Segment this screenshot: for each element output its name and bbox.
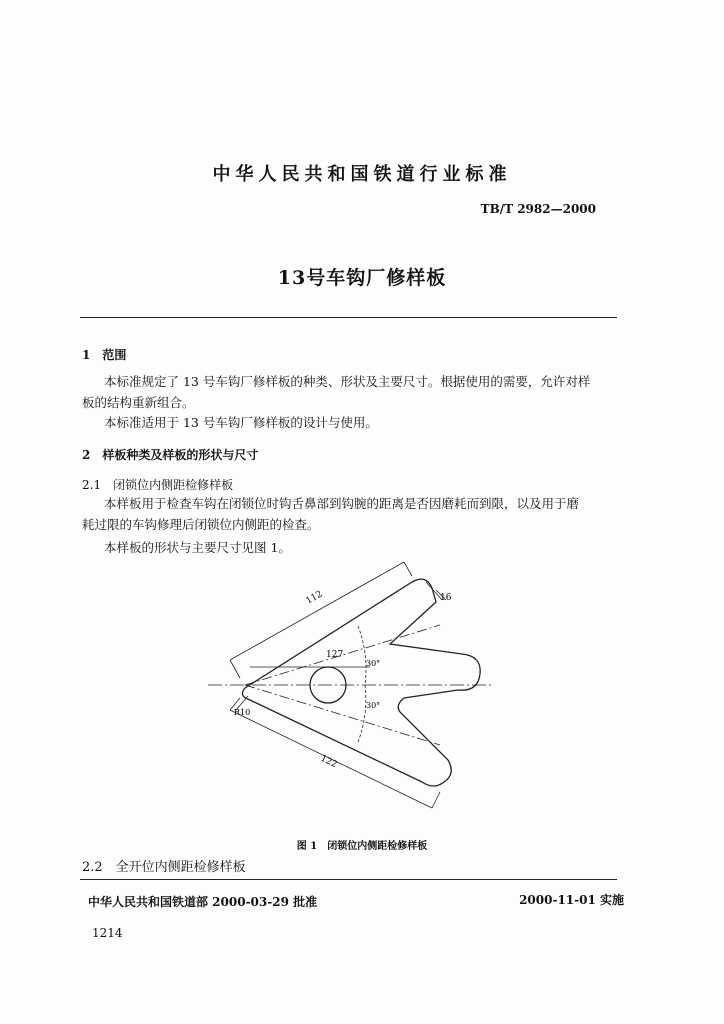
- section-2-1-para-1-line-2: 耗过限的车钩修理后闭锁位内侧距的检查。: [82, 517, 320, 532]
- angle-arc: [358, 626, 366, 742]
- footer-rule: [80, 879, 617, 880]
- section-1-para-2: 本标准适用于 13 号车钩厂修样板的设计与使用。: [104, 415, 378, 430]
- title-rule: [80, 317, 617, 318]
- dim-line-top: [230, 562, 404, 660]
- page-number: 1214: [92, 926, 123, 940]
- angle-label-lower: 30°: [366, 701, 381, 710]
- width-label: 16: [440, 593, 452, 603]
- standard-number: TB/T 2982—2000: [480, 202, 596, 216]
- dim-label-bottom: 122: [318, 753, 339, 771]
- dim-label-middle: 127: [326, 650, 344, 660]
- section-2-2-heading: 2.2 全开位内侧距检修样板: [82, 860, 246, 875]
- dim-label-top: 112: [304, 589, 325, 607]
- figure-caption: 图 1 闭锁位内侧距检修样板: [296, 841, 428, 852]
- angle-label-upper: 30°: [366, 659, 381, 668]
- section-1-para-1-line-2: 板的结构重新组合。: [82, 395, 195, 410]
- section-2-1-para-2: 本样板的形状与主要尺寸见图 1。: [104, 540, 291, 555]
- section-1-heading: 1 范围: [82, 348, 127, 362]
- issuing-organization: 中华人民共和国铁道行业标准: [212, 164, 512, 185]
- section-2-heading: 2 样板种类及样板的形状与尺寸: [82, 448, 259, 462]
- template-outline: [242, 579, 480, 786]
- document-title: 13号车钩厂修样板: [277, 267, 447, 289]
- figure-1-drawing: [190, 560, 510, 830]
- section-2-1-heading: 2.1 闭锁位内侧距检修样板: [82, 478, 234, 492]
- section-1-para-1-line-1: 本标准规定了 13 号车钩厂修样板的种类、形状及主要尺寸。根据使用的需要，允许对样: [104, 374, 591, 389]
- section-2-1-para-1-line-1: 本样板用于检查车钩在闭锁位时钩舌鼻部到钩腕的距离是否因磨耗而到限，以及用于磨: [104, 496, 580, 511]
- implementation-date: 2000-11-01 实施: [519, 893, 624, 907]
- approval-line: 中华人民共和国铁道部 2000-03-29 批准: [88, 895, 318, 909]
- radius-label: R10: [234, 708, 251, 717]
